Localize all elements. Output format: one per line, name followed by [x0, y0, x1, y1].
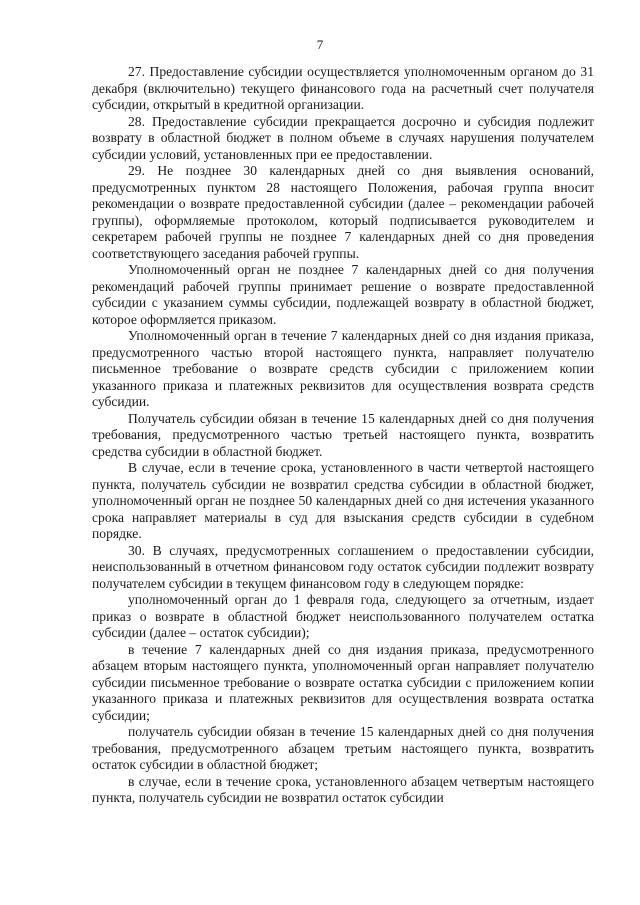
paragraph-29: 29. Не позднее 30 календарных дней со дня выявления оснований, предусмотренных пунктом 28 настоящего Положения, рабочая группа вносит рекомендации о возврате предоставленной субсидии (далее – рекомендации рабочей группы), оформляемые протоколом, который подписывается руководителем и секретарем рабочей группы не позднее 7 календарных дней со дня проведения соответствующего заседания рабочей группы. [92, 163, 594, 261]
page-number: 7 [316, 37, 324, 52]
paragraph: В случае, если в течение срока, установленного в части четвертой настоящего пункта, получатель субсидии не возвратил средства субсидии в областной бюджет, уполномоченный орган не позднее 50 календарных дней со дня истечения указанного срока направляет материалы в суд для взыскания средств субсидии в судебном порядке. [92, 460, 594, 541]
paragraph: получатель субсидии обязан в течение 15 календарных дней со дня получения требования, предусмотренного абзацем третьим настоящего пункта, возвратить остаток субсидии в областной бюджет; [92, 724, 594, 772]
paragraph: уполномоченный орган до 1 февраля года, следующего за отчетным, издает приказ о возврате в областной бюджет неиспользованного получателем остатка субсидии (далее – остаток субсидии); [92, 592, 594, 640]
paragraph-30: 30. В случаях, предусмотренных соглашением о предоставлении субсидии, неиспользованный в отчетном финансовом году остаток субсидии подлежит возврату получателем субсидии в текущем финансовом году в следующем порядке: [92, 542, 594, 591]
paragraph-27: 27. Предоставление субсидии осуществляется уполномоченным органом до 31 декабря (включительно) текущего финансового года на расчетный счет получателя субсидии, открытый в кредитной организации. [92, 64, 594, 112]
paragraph: Получатель субсидии обязан в течение 15 календарных дней со дня получения требования, предусмотренного частью третьей настоящего пункта, возвратить средства субсидии в областной бюджет. [92, 410, 594, 459]
document-body [92, 64, 594, 807]
paragraph-28: 28. Предоставление субсидии прекращается досрочно и субсидия подлежит возврату в областной бюджет в полном объеме в случаях нарушения получателем субсидии условий, установленных при ее предоставлении. [92, 113, 594, 162]
paragraph: в случае, если в течение срока, установленного абзацем четвертым настоящего пункта, получатель субсидии не возвратил остаток субсидии [92, 773, 594, 805]
paragraph: Уполномоченный орган в течение 7 календарных дней со дня издания приказа, предусмотренного частью второй настоящего пункта, направляет получателю письменное требование о возврате средств субсидии с приложением копии указанного приказа и платежных реквизитов для осуществления возврата средств субсидии. [92, 328, 594, 409]
paragraph: в течение 7 календарных дней со дня издания приказа, предусмотренного абзацем вторым настоящего пункта, уполномоченный орган направляет получателю субсидии письменное требование о возврате остатка субсидии с приложением копии указанного приказа и платежных реквизитов для осуществления возврата остатка субсидии; [92, 641, 594, 723]
paragraph: Уполномоченный орган не позднее 7 календарных дней со дня получения рекомендаций рабочей группы принимает решение о возврате предоставленной субсидии с указанием суммы субсидии, подлежащей возврату в областной бюджет, которое оформляется приказом. [92, 262, 594, 327]
